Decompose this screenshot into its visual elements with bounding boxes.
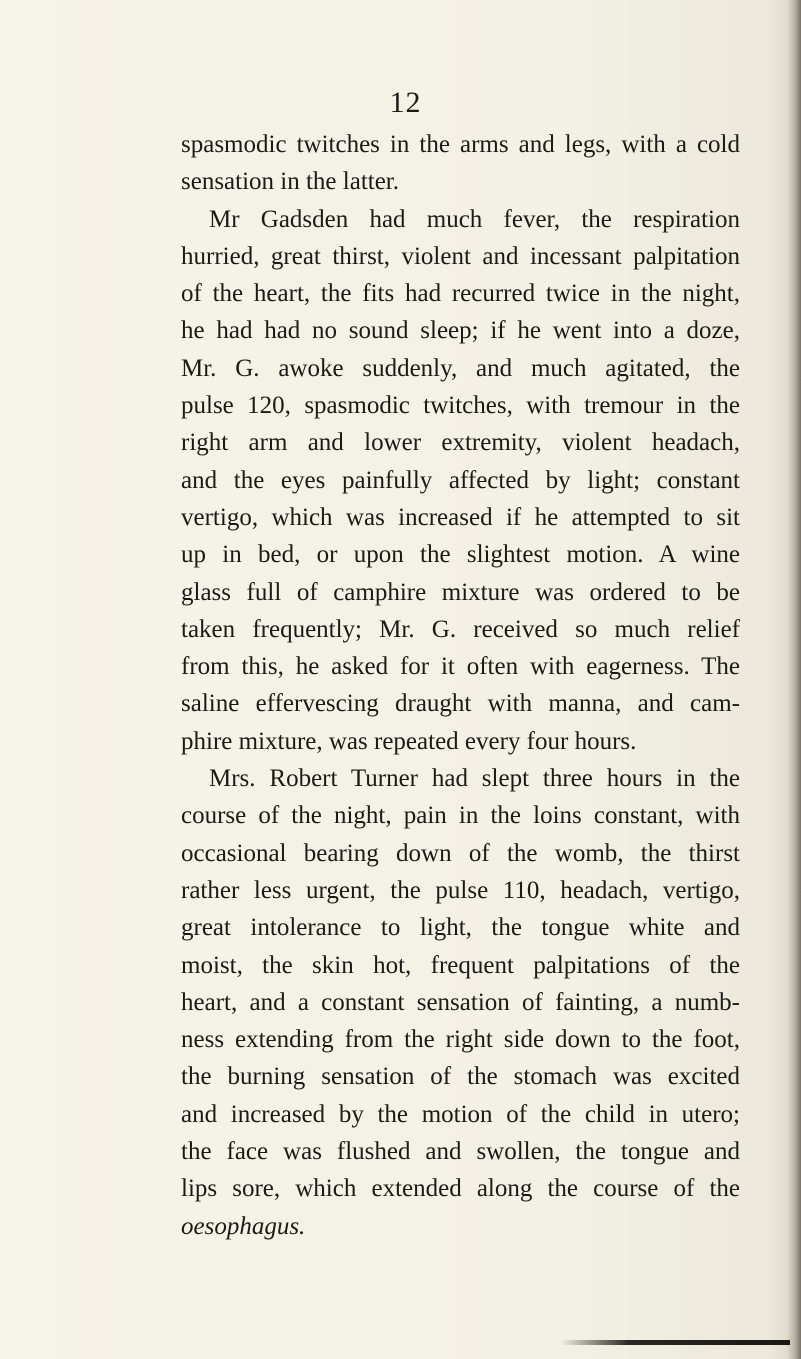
text-line: the burning sensation of the stomach was excited <box>181 1063 740 1091</box>
text-line: heart, and a constant sensation of fainting, a numb- <box>181 988 740 1016</box>
text-line: right arm and lower extremity, violent headach, <box>181 429 740 457</box>
text-line: rather less urgent, the pulse 110, headach, vertigo, <box>181 876 740 904</box>
text-line: up in bed, or upon the slightest motion. A wine <box>181 541 740 569</box>
text-line: the face was flushed and swollen, the tongue and <box>181 1138 740 1166</box>
text-line: phire mixture, was repeated every four hours. <box>181 727 637 755</box>
text-line: he had had no sound sleep; if he went into a doze, <box>181 317 740 345</box>
text-line: taken frequently; Mr. G. received so much relief <box>181 615 740 643</box>
text-line: spasmodic twitches in the arms and legs, with a cold <box>181 131 740 158</box>
text-line: pulse 120, spasmodic twitches, with tremour in the <box>181 392 740 420</box>
text-line: saline effervescing draught with manna, and cam- <box>181 690 740 718</box>
text-line: of the heart, the fits had recurred twice in the night, <box>181 280 740 308</box>
text-line: course of the night, pain in the loins constant, with <box>181 802 740 830</box>
text-line: moist, the skin hot, frequent palpitations of the <box>181 951 740 979</box>
text-line: glass full of camphire mixture was ordered to be <box>181 578 740 606</box>
text-line: Mr. G. awoke suddenly, and much agitated, the <box>181 354 740 382</box>
text-line: occasional bearing down of the womb, the thirst <box>181 839 740 867</box>
text-line: great intolerance to light, the tongue white and <box>181 914 740 942</box>
text-line: from this, he asked for it often with eagerness. The <box>181 653 740 681</box>
page-bottom-shadow <box>560 1340 790 1345</box>
body-text <box>181 126 740 1245</box>
text-line: hurried, great thirst, violent and incessant palpitation <box>181 242 740 270</box>
text-line: and the eyes painfully affected by light; constant <box>181 466 740 494</box>
text-line: oesophagus. <box>181 1212 306 1240</box>
text-line: Mr Gadsden had much fever, the respiration <box>209 205 740 233</box>
text-line: sensation in the latter. <box>181 168 400 196</box>
page-edge-shadow <box>787 0 801 1359</box>
page-number: 12 <box>389 86 422 119</box>
text-line: vertigo, which was increased if he attempted to sit <box>181 503 740 531</box>
text-line: Mrs. Robert Turner had slept three hours in the <box>209 765 740 793</box>
text-line: ness extending from the right side down to the foot, <box>181 1026 740 1054</box>
text-line: lips sore, which extended along the course of the <box>181 1175 740 1203</box>
text-line: and increased by the motion of the child in utero; <box>181 1100 740 1128</box>
